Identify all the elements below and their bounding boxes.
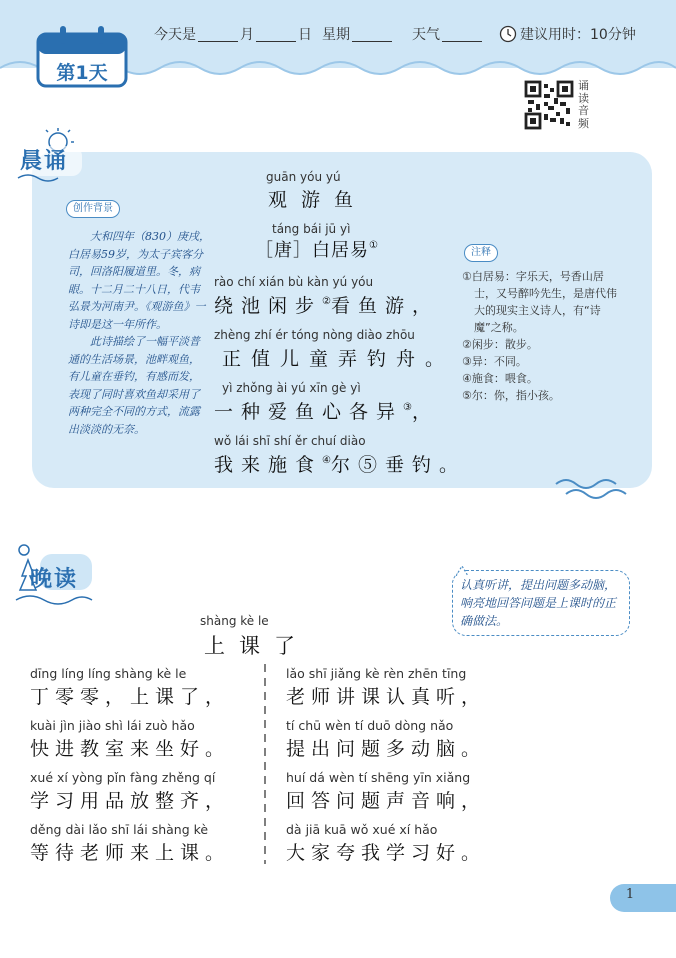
weather-blank[interactable] [442, 29, 482, 42]
background-tag: 创作背景 [66, 200, 120, 218]
weather-label: 天气 [412, 27, 440, 43]
poem-author-pinyin: táng bái jū yì [272, 222, 351, 236]
weekday-blank[interactable] [352, 29, 392, 42]
poem-line [214, 291, 439, 318]
poem-line-text: 我来施食 [214, 454, 323, 476]
reading-line: 丁零零，上课了， [30, 686, 231, 708]
today-label: 今天是 [154, 27, 196, 43]
reading-title-pinyin: shàng kè le [200, 614, 269, 628]
note-item: ②闲步：散步。 [462, 338, 538, 351]
wave-lines-icon [546, 474, 636, 504]
poem-line-text: ， [411, 401, 439, 423]
reading-line: 提出问题多动脑。 [286, 738, 487, 760]
reading-line-pinyin: dīng líng líng shàng kè le [30, 666, 187, 681]
poem-line [214, 450, 466, 477]
poem-author [255, 236, 378, 262]
month-label: 月 [240, 27, 254, 43]
bubble-tail-icon [456, 566, 470, 576]
background-text [68, 228, 210, 438]
evening-logo: 晚读 [30, 567, 79, 592]
poem-line [222, 344, 454, 371]
poem-line-text: 尔⑤垂钓。 [330, 454, 466, 476]
reading-line: 回答问题声音响， [286, 790, 487, 812]
note-mark: ③ [403, 402, 412, 413]
reading-line-pinyin: kuài jìn jiào shì lái zuò hǎo [30, 718, 195, 733]
author-text: ［唐］白居易 [255, 240, 369, 261]
suggest-time: 建议用时：10分钟 [520, 27, 636, 43]
notes-list [462, 268, 622, 404]
reading-line-pinyin: dà jiā kuā wǒ xué xí hǎo [286, 822, 438, 837]
reading-line-pinyin: lǎo shī jiǎng kè rèn zhēn tīng [286, 666, 467, 681]
note-mark: ④ [322, 455, 331, 466]
clock-icon [499, 25, 517, 43]
background-paragraph: 此诗描绘了一幅平淡普通的生活场景，池畔观鱼，有儿童在垂钓，有感而发，表现了同时喜欢鱼却采用了两种完全不同的方式，流露出淡淡的无奈。 [68, 335, 200, 436]
week-label: 星期 [322, 27, 350, 43]
note-item: ④施食：喂食。 [462, 372, 538, 385]
poem-line [214, 397, 439, 424]
poem-line-text: 一种爱鱼心各异 [214, 401, 404, 423]
qr-label: 诵读音频 [578, 79, 589, 130]
divider [264, 664, 266, 864]
reading-line: 学习用品放整齐， [30, 790, 231, 812]
poem-title-pinyin: guān yóu yú [266, 170, 341, 184]
notes-tag: 注释 [464, 244, 498, 262]
weather-field[interactable] [412, 24, 484, 44]
date-field[interactable] [154, 24, 312, 44]
note-mark: ② [322, 296, 331, 307]
poem-title: 观游鱼 [268, 189, 368, 211]
poem-line-text: 绕池闲步 [214, 295, 323, 317]
reading-line: 等待老师来上课。 [30, 842, 231, 864]
day-label: 第1天 [56, 62, 108, 84]
note-item: ③异：不同。 [462, 355, 527, 368]
author-note-mark: ① [369, 240, 378, 251]
reading-line: 快进教室来坐好。 [30, 738, 231, 760]
poem-line-pinyin: rào chí xián bù kàn yú yóu [214, 275, 374, 289]
weekday-field[interactable] [322, 24, 394, 44]
note-item: ⑤尔：你，指小孩。 [462, 389, 560, 402]
poem-line-pinyin: wǒ lái shī shí ěr chuí diào [214, 434, 366, 448]
poem-line-text: 看鱼游， [330, 295, 439, 317]
poem-line-pinyin: yì zhǒng ài yú xīn gè yì [222, 381, 361, 395]
reading-line-pinyin: xué xí yòng pǐn fàng zhěng qí [30, 770, 216, 785]
note-item: ①白居易：字乐天，号香山居士，又号醉吟先生，是唐代伟大的现实主义诗人，有“诗魔”之称。 [462, 270, 617, 334]
day-unit: 日 [298, 27, 312, 43]
reading-line: 大家夸我学习好。 [286, 842, 487, 864]
reading-line-pinyin: tí chū wèn tí duō dòng nǎo [286, 718, 454, 733]
reading-line: 老师讲课认真听， [286, 686, 487, 708]
tip-text: 认真听讲，提出问题多动脑，响亮地回答问题是上课时的正确做法。 [460, 578, 617, 628]
morning-logo: 晨诵 [20, 149, 69, 174]
poem-line-pinyin: zhèng zhí ér tóng nòng diào zhōu [214, 328, 415, 342]
month-blank[interactable] [198, 29, 238, 42]
reading-title: 上课了 [204, 634, 309, 658]
background-paragraph: 大和四年（830）庚戌，白居易59岁，为太子宾客分司，回洛阳履道里。冬，病眼。十二月二十八日，代韦弘景为河南尹。《观游鱼》一诗即是这一年所作。 [68, 230, 210, 331]
page-number: 1 [625, 887, 635, 902]
qr-code-icon[interactable] [524, 80, 574, 130]
day-blank[interactable] [256, 29, 296, 42]
reading-line-pinyin: děng dài lǎo shī lái shàng kè [30, 822, 209, 837]
reading-line-pinyin: huí dá wèn tí shēng yīn xiǎng [286, 770, 471, 785]
poem-line-text: 正值儿童弄钓舟。 [222, 348, 455, 370]
